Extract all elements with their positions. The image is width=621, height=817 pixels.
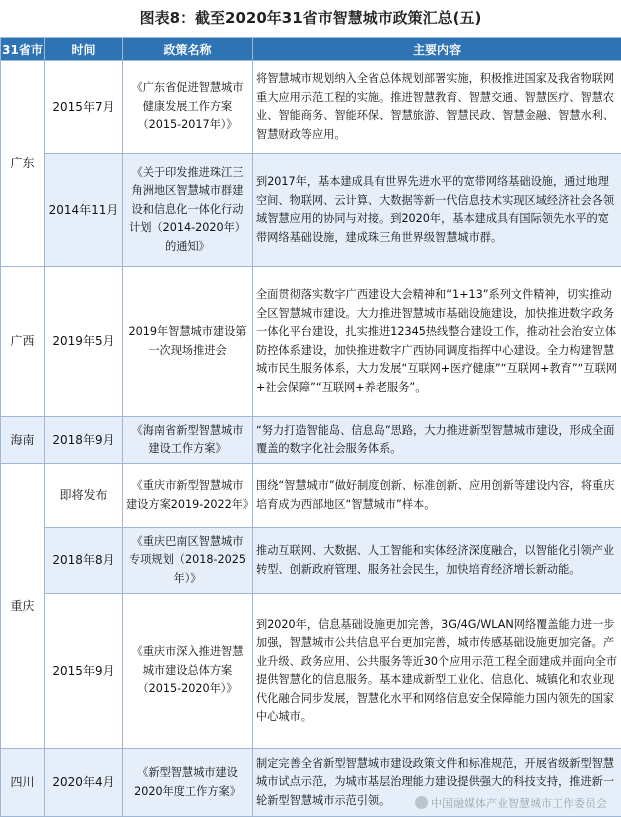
header-content: 主要内容: [253, 38, 621, 61]
wechat-icon: [415, 796, 428, 809]
content-cell: “努力打造智能岛、信息岛”思路，大力推进新型智慧城市建设，形成全面覆盖的数字化社会服务体系。: [253, 417, 621, 464]
province-cell: 广东: [1, 61, 45, 267]
table-header-row: [1, 38, 621, 61]
province-cell: 广西: [1, 267, 45, 417]
table-row: [1, 464, 621, 528]
watermark-text: 中国融媒体产业智慧城市工作委员会: [431, 797, 607, 810]
policy-table: [0, 37, 621, 817]
time-cell: 即将发布: [45, 464, 123, 528]
figure-title: 图表8：截至2020年31省市智慧城市政策汇总(五): [139, 9, 482, 27]
province-cell: 四川: [1, 749, 45, 817]
policy-cell: 《新型智慧城市建设2020年度工作方案》: [123, 749, 253, 817]
table-row: [1, 267, 621, 417]
header-time: 时间: [45, 38, 123, 61]
time-cell: 2014年11月: [45, 154, 123, 267]
time-cell: 2019年5月: [45, 267, 123, 417]
policy-cell: 2019年智慧城市建设第一次现场推进会: [123, 267, 253, 417]
policy-cell: 《关于印发推进珠江三角洲地区智慧城市群建设和信息化一体化行动计划（2014-2020年）的通知》: [123, 154, 253, 267]
header-province: 31省市: [1, 38, 45, 61]
table-row: [1, 417, 621, 464]
province-cell: 重庆: [1, 464, 45, 749]
content-cell: 到2020年，信息基础设施更加完善，3G/4G/WLAN网络覆盖能力进一步加强，智慧城市公共信息平台更加完善，城市传感基础设施更加完备。产业升级、政务应用、公共服务等近30个应用示范工程全面建成并面向全市提供智慧化的信息服务。基本建成新型工业化、信息化、城镇化和农业现代化融合同步发展，智慧化水平和网络信息安全保障能力国内领先的国家中心城市。: [253, 594, 621, 749]
content-cell: 到2017年，基本建成具有世界先进水平的宽带网络基础设施，通过地理空间、物联网、云计算、大数据等新一代信息技术实现区域经济社会各领域智慧应用的协同与对接。到2020年，基本建成具有国际领先水平的宽带网络基础设施，建成珠三角世界级智慧城市群。: [253, 154, 621, 267]
content-cell: 围绕“智慧城市”做好制度创新、标准创新、应用创新等建设内容，将重庆培育成为西部地区“智慧城市”样本。: [253, 464, 621, 528]
province-cell: 海南: [1, 417, 45, 464]
policy-cell: 《重庆市深入推进智慧城市建设总体方案（2015-2020年）》: [123, 594, 253, 749]
policy-cell: 《重庆巴南区智慧城市专项规划（2018-2025年）》: [123, 528, 253, 594]
watermark: [415, 795, 607, 811]
policy-cell: 《广东省促进智慧城市健康发展工作方案（2015-2017年）》: [123, 61, 253, 154]
content-cell: 全面贯彻落实数字广西建设大会精神和“1+13”系列文件精神，切实推动全区智慧城市建设。大力推进智慧城市基础设施建设，加快推进数字政务一体化平台建设，扎实推进12345热线整合建设工作，推动社会治安立体防控体系建设，加快推进数字广西协同调度指挥中心建设。全力构建智慧城市民生服务体系，大力发展“互联网+医疗健康”“互联网+教育”“互联网+社会保障”“互联网+养老服务”。: [253, 267, 621, 417]
content-cell: 制定完善全省新型智慧城市建设政策文件和标准规范，开展省级新型智慧城市试点示范，为城市基层治理能力建设提供强大的科技支持，推进新一轮新型智慧城市示范引领。: [253, 749, 621, 817]
table-row: [1, 594, 621, 749]
header-policy: 政策名称: [123, 38, 253, 61]
table-row: [1, 528, 621, 594]
time-cell: 2018年8月: [45, 528, 123, 594]
policy-cell: 《海南省新型智慧城市建设工作方案》: [123, 417, 253, 464]
content-cell: 将智慧城市规划纳入全省总体规划部署实施，积极推进国家及我省物联网重大应用示范工程的实施。推进智慧教育、智慧交通、智慧医疗、智慧农业、智能商务、智能环保、智慧旅游、智慧民政、智慧金融、智慧水利、智慧财政等应用。: [253, 61, 621, 154]
content-cell: 推动互联网、大数据、人工智能和实体经济深度融合，以智能化引领产业转型、创新政府管理、服务社会民生，加快培育经济增长新动能。: [253, 528, 621, 594]
table-row: [1, 61, 621, 154]
table-row: [1, 154, 621, 267]
time-cell: 2020年4月: [45, 749, 123, 817]
policy-cell: 《重庆市新型智慧城市建设方案2019-2022年》: [123, 464, 253, 528]
time-cell: 2018年9月: [45, 417, 123, 464]
time-cell: 2015年9月: [45, 594, 123, 749]
time-cell: 2015年7月: [45, 61, 123, 154]
